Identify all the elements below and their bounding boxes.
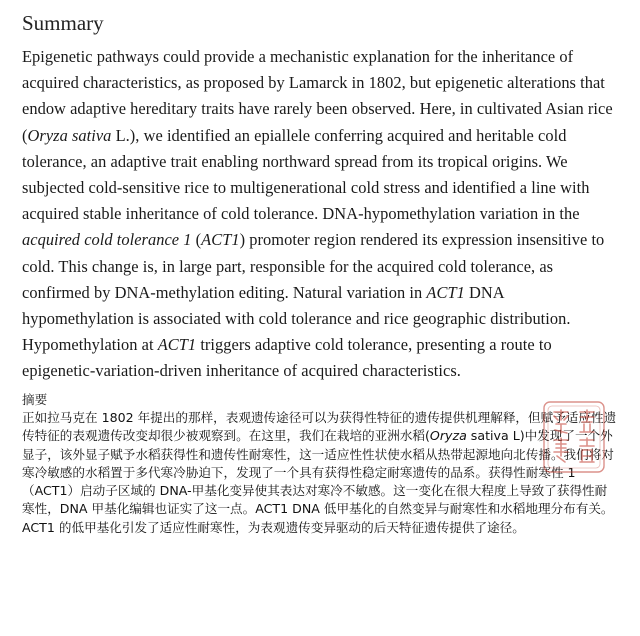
abstract-text-5: DNA hypomethylation is associated with cold tolerance and rice geographic distribution. Hypomethylation at: [22, 282, 571, 355]
chinese-abstract: [22, 391, 618, 537]
chinese-abstract-title: 摘要: [22, 391, 48, 407]
abstract-text-1: Epigenetic pathways could provide a mechanistic explanation for the inheritance of acquired characteristics, as proposed by Lamarck in 1802, but epigenetic alterations that endow adaptive hereditary traits have rarely been observed. Here, in cultivated Asian rice (: [22, 47, 613, 145]
chinese-abstract-text: [22, 409, 618, 537]
abstract-text-3: (: [191, 230, 202, 250]
abstract-text-2: L.), we identified an epiallele conferring acquired and heritable cold tolerance, an adaptive trait enabling northward spread from its tropical origins. We subjected cold-sensitive rice to multigenerational cold stress and identified a line with acquired stable inheritance of cold tolerance. DNA-hypomethylation variation in the: [22, 125, 590, 224]
species-name: Oryza sativa: [27, 125, 112, 145]
zh-text-2: sativa L)中发现了一个外显子，该外显子赋予水稻获得性和遗传性耐寒性，这一适应性性状使水稻从热带起源地向北传播。我们将对寒冷敏感的水稻置于多代寒冷胁迫下，发现了一个具有获得性稳定耐寒遗传的品系。获得性耐寒性 1（ACT1）启动子区域的 DNA-甲基化变异使其表达对寒冷不敏感。这一变化在很大程度上导致了获得性耐寒性，DNA 甲基化编辑也证实了这一点。ACT1 DNA 低甲基化的自然变异与耐寒性和水稻地理分布有关。ACT1 的低甲基化引发了适应性耐寒性，为表观遗传变异驱动的后天特征遗传提供了途径。: [22, 428, 614, 535]
zh-text-1: 正如拉马克在 1802 年提出的那样，表观遗传途径可以为获得性特征的遗传提供机理解释，但赋予适应性遗传特征的表观遗传改变却很少被观察到。在这里，我们在栽培的亚洲水稻(: [22, 409, 617, 444]
gene-symbol: ACT1: [201, 230, 240, 250]
abstract-text-4: ) promoter region rendered its expression insensitive to cold. This change is, in large part, responsible for the acquired cold tolerance, as confirmed by DNA-methylation editing. Natural variation in: [22, 230, 605, 302]
gene-full-name: acquired cold tolerance 1: [22, 230, 192, 250]
zh-species-name: Oryza: [429, 428, 467, 444]
section-title: Summary: [22, 11, 104, 35]
english-abstract: [22, 44, 618, 385]
gene-symbol: ACT1: [426, 282, 465, 302]
gene-symbol: ACT1: [157, 335, 197, 355]
abstract-text-6: triggers adaptive cold tolerance, presenting a route to epigenetic-variation-driven inheritance of acquired characteristics.: [22, 335, 552, 381]
